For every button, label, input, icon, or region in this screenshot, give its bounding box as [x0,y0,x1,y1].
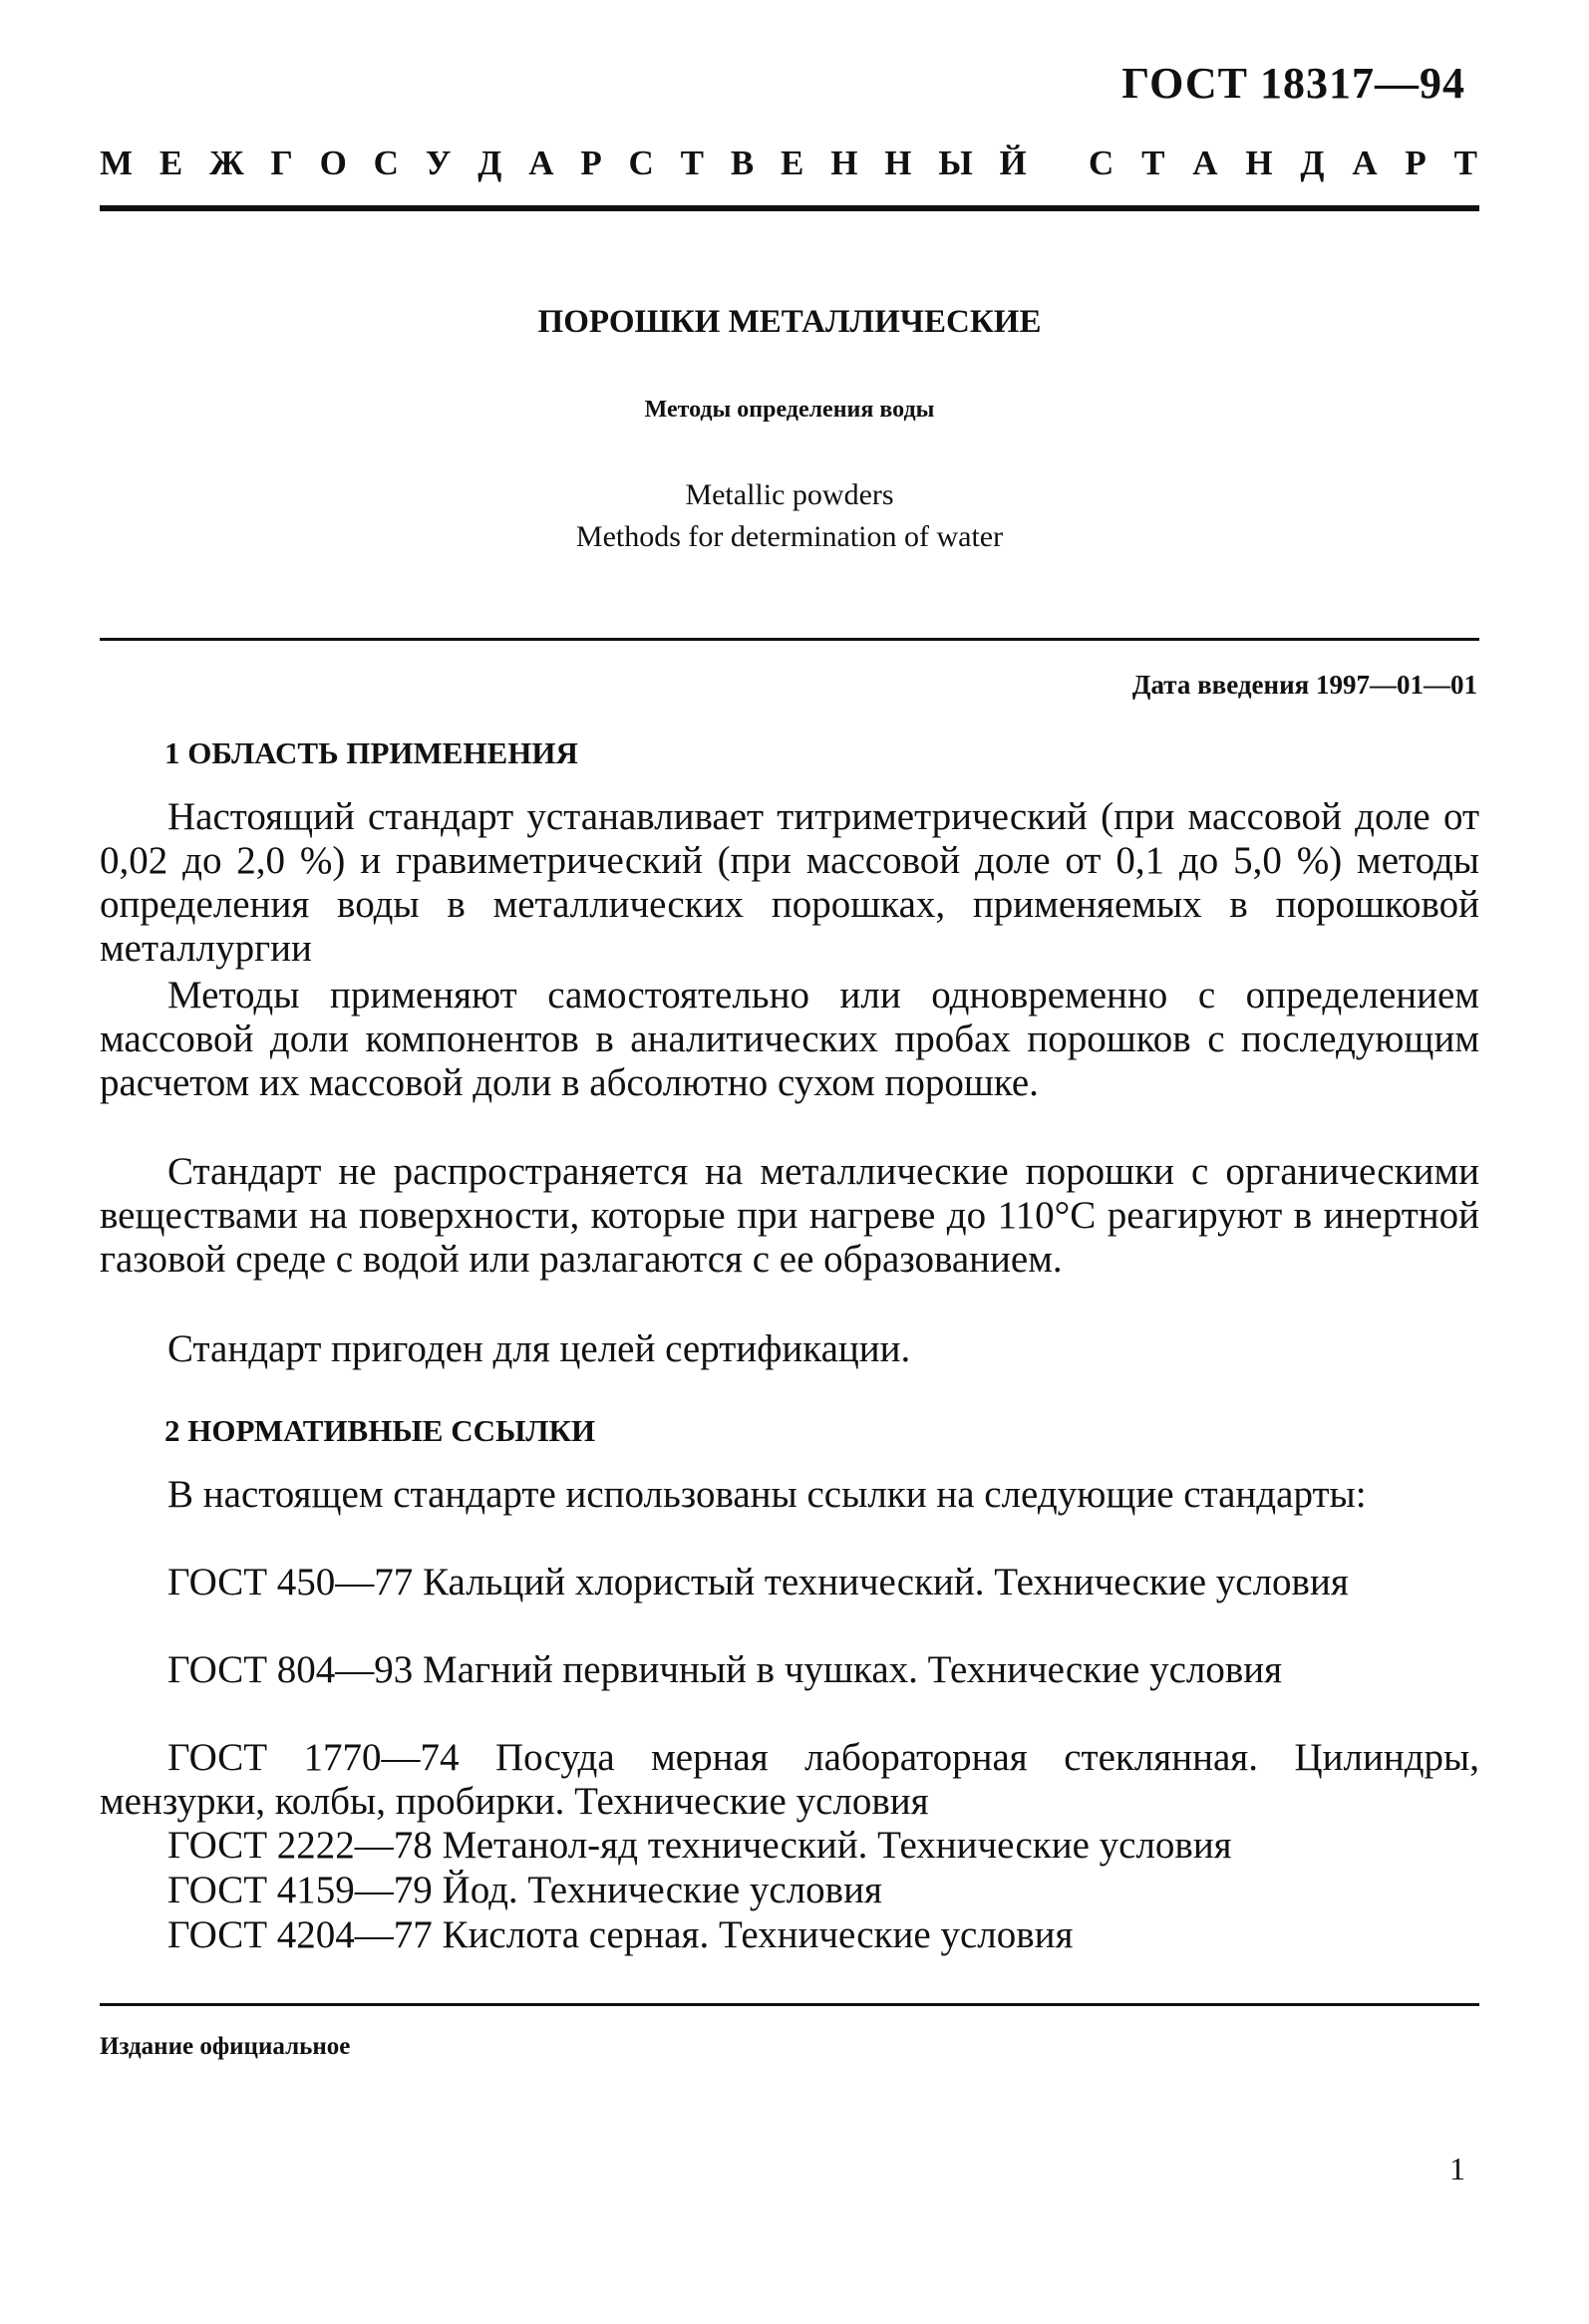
letter: А [1192,144,1218,182]
letter: А [1352,144,1378,182]
section-1-paragraph: Настоящий стандарт устанавливает титриметрический (при массовой доле от 0,02 до 2,0 %) и гравиметрический (при массовой доле от 0,1 до 5,0 %) методы определения воды в металлических порошках, применяемых в порошковой металлургии [100,795,1479,970]
reference-item: ГОСТ 4204—77 Кислота серная. Технические условия [167,1913,1074,1956]
letter: С [1089,144,1114,182]
english-title [100,474,1479,558]
english-title-line-2: Methods for determination of water [575,520,1004,553]
letter: Д [1300,144,1325,182]
letter: С [628,144,654,182]
letter: Т [1453,144,1477,182]
letter: Н [884,144,912,182]
reference-item: ГОСТ 450—77 Кальций хлористый технический. Технические условия [167,1561,1349,1603]
letter: О [319,144,347,182]
letter: Д [477,144,502,182]
letter: Е [781,144,804,182]
letter: Ж [209,144,244,182]
letter: Т [1141,144,1165,182]
references-intro: В настоящем стандарте использованы ссылки на следующие стандарты: [167,1473,1367,1516]
interstate-word [100,144,1027,183]
title-rule [100,638,1479,641]
letter: Р [580,144,602,182]
letter: М [100,144,134,182]
footer-rule [100,2003,1479,2006]
letter: А [528,144,554,182]
letter: Е [159,144,183,182]
reference-item: ГОСТ 2222—78 Метанол-яд технический. Технические условия [167,1824,1232,1867]
document-title: ПОРОШКИ МЕТАЛЛИЧЕСКИЕ [537,304,1042,340]
date-of-introduction: Дата введения 1997—01—01 [1131,670,1477,700]
letter: Н [1245,144,1273,182]
section-1-heading: 1 ОБЛАСТЬ ПРИМЕНЕНИЯ [164,735,578,770]
interstate-standard-label [100,144,1477,183]
letter: С [373,144,399,182]
section-1-paragraph: Стандарт пригоден для целей сертификации. [167,1327,911,1370]
reference-item: ГОСТ 804—93 Магний первичный в чушках. Технические условия [167,1648,1283,1691]
section-2-heading: 2 НОРМАТИВНЫЕ ССЫЛКИ [164,1413,596,1448]
letter: Ы [938,144,973,182]
official-edition-label: Издание официальное [100,2033,351,2060]
standard-word [1089,144,1477,183]
letter: В [730,144,755,182]
letter: Р [1405,144,1427,182]
letter: Й [999,144,1027,182]
reference-item: ГОСТ 4159—79 Йод. Технические условия [167,1869,882,1911]
document-subtitle: Методы определения воды [644,397,935,423]
letter: Т [680,144,705,182]
letter: Н [830,144,858,182]
letter: Г [270,144,293,182]
reference-item: ГОСТ 1770—74 Посуда мерная лабораторная стеклянная. Цилиндры, мензурки, колбы, пробирки. Технические условия [100,1736,1479,1823]
english-title-line-1: Metallic powders [685,478,894,511]
header-rule [100,205,1479,211]
section-1-paragraph: Стандарт не распространяется на металлические порошки с органическими веществами на поверхности, которые при нагреве до 110°С реагируют в инертной газовой среде с водой или разлагаются с ее образованием. [100,1150,1479,1281]
section-1-paragraph: Методы применяют самостоятельно или одновременно с определением массовой доли компонентов в аналитических пробах порошков с последующим расчетом их массовой доли в абсолютно сухом порошке. [100,974,1479,1104]
page-number: 1 [1449,2151,1465,2186]
letter: У [425,144,452,182]
gost-number: ГОСТ 18317—94 [1121,59,1465,108]
